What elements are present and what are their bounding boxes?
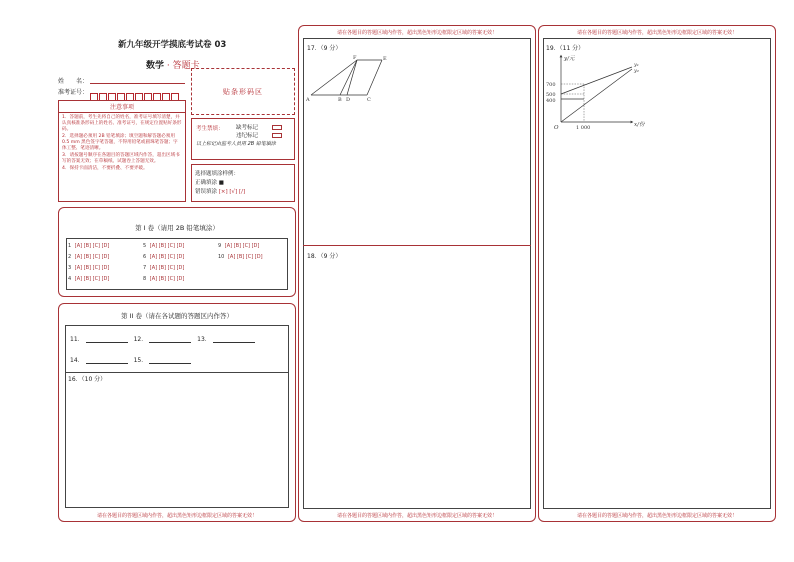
barcode-area xyxy=(191,68,295,115)
x-axis-label: x/份 xyxy=(634,122,645,128)
notice-item-4: 4．保持卡面清洁，不要折叠、不要弄破。 xyxy=(62,166,148,171)
part1-title: 第 I 卷（请用 2B 铅笔填涂） xyxy=(135,224,219,232)
y-tick-500: 500 xyxy=(546,92,556,98)
q16-label: 16．（10 分） xyxy=(68,376,107,383)
bubble-row-q2[interactable]: 2 [A] [B] [C] [D] xyxy=(68,254,110,260)
bubble-row-q7[interactable]: 7 [A] [B] [C] [D] xyxy=(143,265,185,271)
origin-label: O xyxy=(554,125,559,131)
fill-q12: 12． xyxy=(133,336,148,343)
part1-panel xyxy=(58,207,296,297)
warning-right-bottom: 请在各题目的答题区域内作答，超出黑色矩形边框限定区域的答案无效！ xyxy=(576,513,737,519)
subject-label: 数学 xyxy=(146,61,165,71)
notice-item-1: 1．答题前，考生先将自己的姓名，准考证号填写清楚，并认真核准条形码上的姓名、准考证号，在规定位置贴好条形码。 xyxy=(62,115,182,132)
part2-title: 第 II 卷（请在各试题的答题区内作答） xyxy=(121,312,233,320)
q17-geometry-figure xyxy=(305,55,390,105)
exam-mark-note: 以上标记由监考人员用 2B 铅笔填涂 xyxy=(196,141,276,147)
violation-label: 违纪标记 xyxy=(236,133,259,139)
point-a-label: A xyxy=(306,97,310,103)
barcode-label: 贴条形码区 xyxy=(223,87,263,96)
correct-fill-mark: ■ xyxy=(218,180,224,186)
y-tick-700: 700 xyxy=(546,82,556,88)
fill-q15: 15． xyxy=(133,357,148,364)
q19-label: 19．（11 分） xyxy=(546,45,585,52)
q19-graph xyxy=(540,52,660,134)
fill-example-box xyxy=(191,164,295,202)
warning-left-bottom: 请在各题目的答题区域内作答，超出黑色矩形边框限定区域的答案无效！ xyxy=(96,513,257,519)
fill-q13-blank[interactable] xyxy=(213,336,255,343)
bubble-row-q4[interactable]: 4 [A] [B] [C] [D] xyxy=(68,276,110,282)
violation-checkbox[interactable] xyxy=(272,133,282,138)
series-y2-line xyxy=(561,69,632,122)
fill-q14: 14． xyxy=(70,357,84,364)
bubble-row-q3[interactable]: 3 [A] [B] [C] [D] xyxy=(68,265,110,271)
bubble-row-q6[interactable]: 6 [A] [B] [C] [D] xyxy=(143,254,185,260)
segment-af xyxy=(311,60,357,95)
absent-label: 缺考标记 xyxy=(236,125,259,131)
exam-mark-box xyxy=(191,118,295,160)
notice-title: 注意事项 xyxy=(59,101,185,113)
q17-q18-divider xyxy=(303,245,531,246)
q16-answer-area[interactable] xyxy=(66,372,288,505)
y-axis-label: y/元 xyxy=(564,56,575,62)
bubble-row-q8[interactable]: 8 [A] [B] [C] [D] xyxy=(143,276,185,282)
point-b-label: B xyxy=(338,97,342,103)
fill-row-1 xyxy=(70,334,255,343)
fill-q11: 11． xyxy=(70,336,84,343)
bubble-row-q10[interactable]: 10 [A] [B] [C] [D] xyxy=(218,254,263,260)
correct-fill-label: 正确填涂 xyxy=(195,180,218,186)
exam-title: 新九年级开学摸底考试卷 03 xyxy=(118,40,227,50)
fill-row-2 xyxy=(70,355,191,364)
wrong-fill-marks: [×] [√] [/] xyxy=(218,189,246,195)
exam-mark-label: 考生禁填： xyxy=(196,126,224,132)
name-label: 姓 名： xyxy=(58,78,89,85)
q18-answer-area[interactable] xyxy=(304,247,530,508)
bubble-row-q9[interactable]: 9 [A] [B] [C] [D] xyxy=(218,243,260,249)
notice-box xyxy=(58,100,186,202)
q18-label: 18．（9 分） xyxy=(307,253,342,260)
series-y1-label: y₁ xyxy=(634,62,639,68)
warning-middle-top: 请在各题目的答题区域内作答，超出黑色矩形边框限定区域的答案无效！ xyxy=(336,30,497,36)
point-d-label: D xyxy=(346,97,351,103)
segment-ec xyxy=(367,60,382,95)
q17-label: 17．（9 分） xyxy=(307,45,342,52)
notice-item-3: 3．请按题号顺序在各题目的答题区域内作答，超出区域书写的答案无效；在草稿纸、试题卷上答题无效。 xyxy=(62,153,180,164)
card-label: 答题卡 xyxy=(172,61,200,71)
warning-middle-bottom: 请在各题目的答题区域内作答，超出黑色矩形边框限定区域的答案无效！ xyxy=(336,513,497,519)
fill-q15-blank[interactable] xyxy=(149,357,191,364)
point-c-label: C xyxy=(367,97,371,103)
bubble-row-q5[interactable]: 5 [A] [B] [C] [D] xyxy=(143,243,185,249)
y-tick-400: 400 xyxy=(546,98,556,104)
series-y2-label: y₂ xyxy=(634,68,639,74)
fill-q14-blank[interactable] xyxy=(86,357,128,364)
point-e-label: E xyxy=(383,56,387,62)
warning-right-top: 请在各题目的答题区域内作答，超出黑色矩形边框限定区域的答案无效！ xyxy=(576,30,737,36)
fill-q11-blank[interactable] xyxy=(86,336,128,343)
bubble-row-q1[interactable]: 1 [A] [B] [C] [D] xyxy=(68,243,110,249)
x-tick-1000: 1 000 xyxy=(576,125,591,131)
wrong-fill-label: 错误填涂 xyxy=(195,189,218,195)
dot-separator: · xyxy=(166,61,170,71)
fill-q12-blank[interactable] xyxy=(149,336,191,343)
point-f-label: F xyxy=(353,55,357,61)
notice-item-2: 2．选择题必须用 2B 铅笔填涂；填空题和解答题必须用 0.5 mm 黑色签字笔答题，不得用铅笔或圆珠笔答题；字体工整、笔迹清晰。 xyxy=(62,134,178,151)
absent-checkbox[interactable] xyxy=(272,125,282,130)
fill-example-title: 选择题填涂样例： xyxy=(195,171,240,177)
name-underline[interactable] xyxy=(90,83,185,84)
fill-q13: 13． xyxy=(197,336,211,343)
id-label: 准考证号： xyxy=(58,89,89,96)
series-y1-line xyxy=(561,67,632,94)
